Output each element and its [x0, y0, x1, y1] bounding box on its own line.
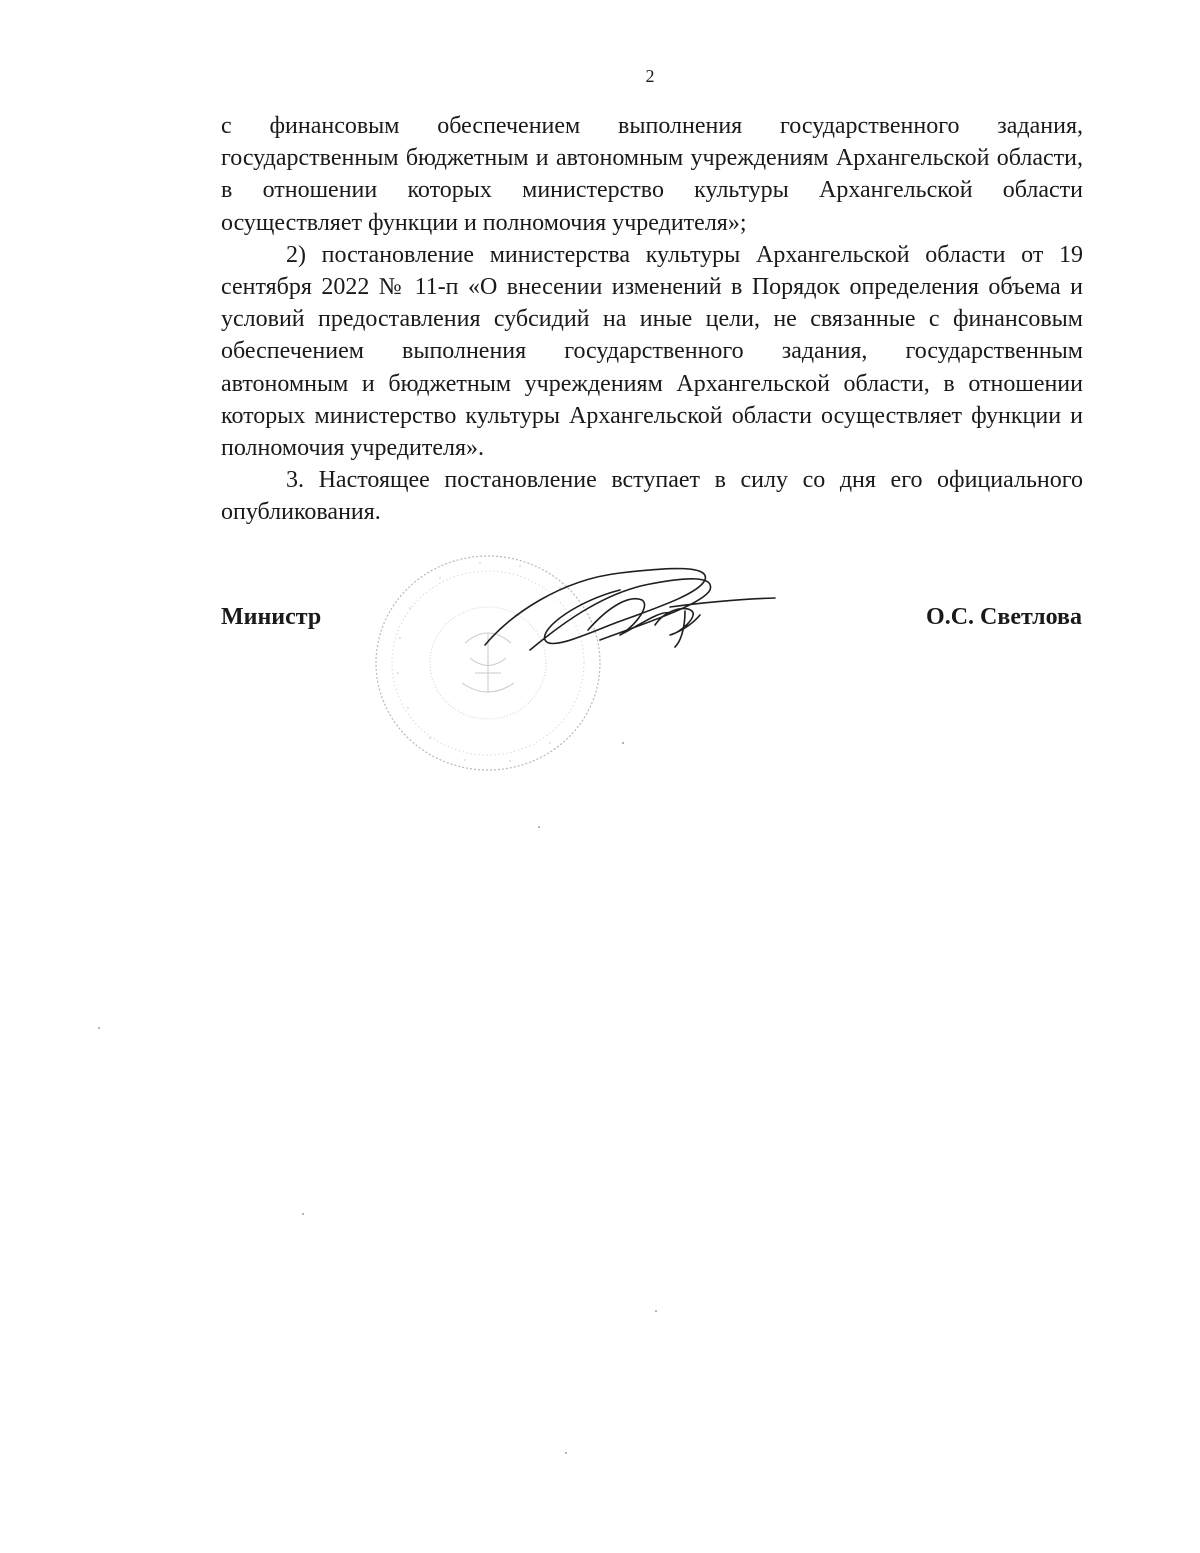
- paragraph-item-2: 2) постановление министерства культуры Архангельской области от 19 сентября 2022 № 11-п «О внесении изменений в Порядок определения объема и условий предоставления субсидий на иные цели, не связанные с финансовым обеспечением выполнения государственного задания, государственным автономным и бюджетным учреждениям Архангельской области, в отношении которых министерство культуры Архангельской области осуществляет функции и полномочия учредителя».: [221, 241, 1083, 462]
- scan-speck: [98, 1027, 100, 1029]
- document-body: [221, 110, 1083, 529]
- signatory-role: Министр: [221, 604, 322, 630]
- scan-speck: [622, 742, 624, 744]
- signatory-name: О.С. Светлова: [926, 604, 1082, 630]
- paragraph-item-3: 3. Настоящее постановление вступает в силу со дня его официального опубликования.: [221, 467, 1083, 526]
- handwritten-signature-icon: [470, 555, 790, 665]
- scan-speck: [655, 1310, 657, 1312]
- scan-speck: [538, 826, 540, 828]
- page-number: 2: [645, 66, 655, 86]
- scan-speck: [565, 1452, 567, 1454]
- paragraph-continuation: с финансовым обеспечением выполнения государственного задания, государственным бюджетным и автономным учреждениям Архангельской области, в отношении которых министерство культуры Архангельской области осуществляет функции и полномочия учредителя»;: [221, 113, 1083, 236]
- scan-speck: [302, 1213, 304, 1215]
